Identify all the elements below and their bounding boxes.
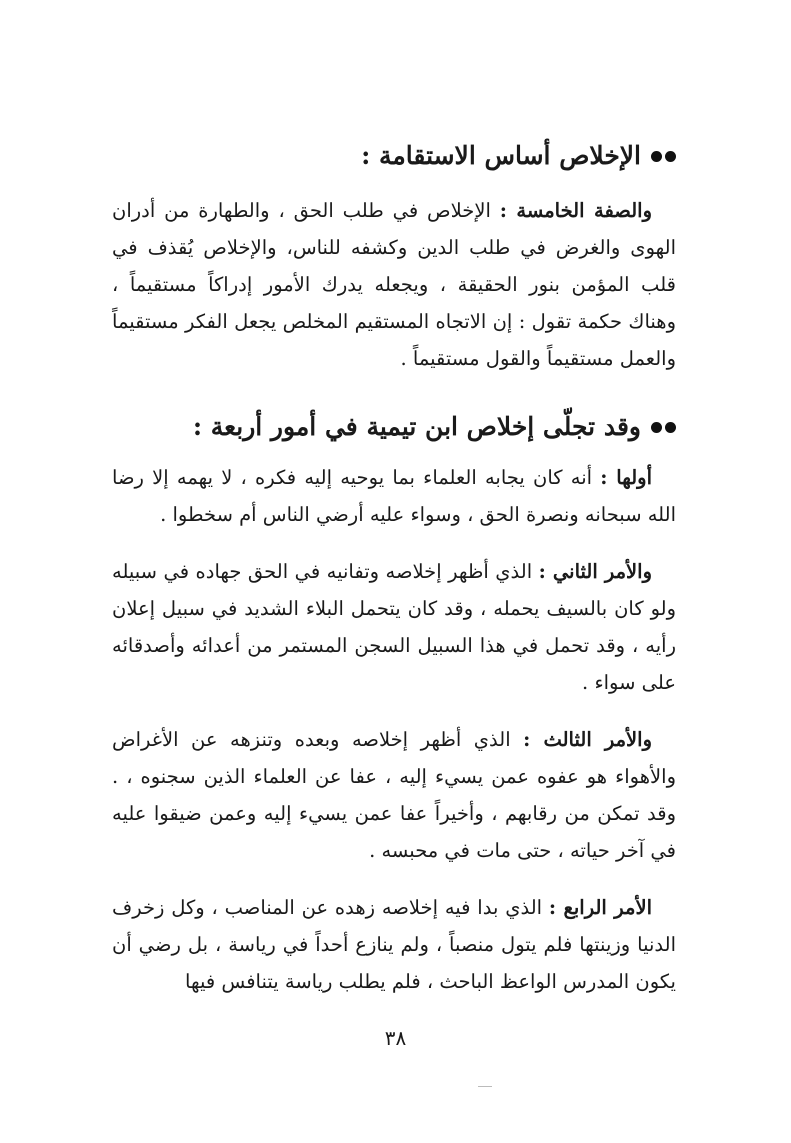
section-heading-four-matters — [112, 399, 676, 455]
paragraph-lead: والصفة الخامسة : — [499, 199, 652, 222]
paragraph-third-matter — [112, 721, 676, 869]
paragraph-lead: أولها : — [600, 466, 652, 489]
paragraph-text: الذي بدا فيه إخلاصه زهده عن المناصب ، وكل زخرف الدنيا وزينتها فلم يتول منصباً ، ولم ينازع أحداً في رياسة ، بل رضي أن يكون المدرس الواعظ الباحث ، فلم يطلب رياسة يتنافس فيها — [112, 896, 676, 993]
paragraph-second-matter — [112, 553, 676, 701]
paragraph-fourth-matter — [112, 889, 676, 1000]
paragraph-lead: الأمر الرابع : — [548, 896, 652, 919]
footer-mark — [478, 1086, 492, 1087]
section-heading-sincerity — [112, 128, 676, 184]
page-body — [112, 128, 676, 1020]
paragraph-lead: والأمر الثالث : — [523, 728, 652, 751]
paragraph-fifth-trait — [112, 192, 676, 377]
paragraph-text: الذي أظهر إخلاصه وتفانيه في الحق جهاده في سبيله ولو كان بالسيف يحمله ، وقد كان يتحمل البلاء الشديد في سبيل إعلان رأيه ، وقد تحمل في هذا السبيل السجن المستمر من أعدائه وأصدقائه على سواء . — [112, 560, 676, 694]
bullet-dots-icon — [651, 151, 676, 162]
heading-text: وقد تجلّى إخلاص ابن تيمية في أمور أربعة : — [192, 412, 641, 441]
paragraph-text: أنه كان يجابه العلماء بما يوحيه إليه فكره ، لا يهمه إلا رضا الله سبحانه ونصرة الحق ، وسواء عليه أرضي الناس أم سخطوا . — [112, 466, 676, 526]
paragraph-text: الذي أظهر إخلاصه وبعده وتنزهه عن الأغراض والأهواء هو عفوه عمن يسيء إليه ، عفا عن العلماء الذين سجنوه ، . وقد تمكن من رقابهم ، وأخيراً عفا عمن يسيء إليه وعمن ضيقوا عليه في آخر حياته ، حتى مات في محبسه . — [112, 728, 676, 862]
heading-text: الإخلاص أساس الاستقامة : — [361, 141, 641, 170]
page-number: ٣٨ — [384, 1026, 407, 1050]
paragraph-text: الإخلاص في طلب الحق ، والطهارة من أدران الهوى والغرض في طلب الدين وكشفه للناس، والإخلاص يُقذف في قلب المؤمن بنور الحقيقة ، ويجعله يدرك الأمور إدراكاً مستقيماً ، وهناك حكمة تقول : إن الاتجاه المستقيم المخلص يجعل الفكر مستقيماً والعمل مستقيماً والقول مستقيماً . — [112, 199, 676, 370]
paragraph-lead: والأمر الثاني : — [538, 560, 652, 583]
bullet-dots-icon — [651, 422, 676, 433]
paragraph-first-matter — [112, 459, 676, 533]
